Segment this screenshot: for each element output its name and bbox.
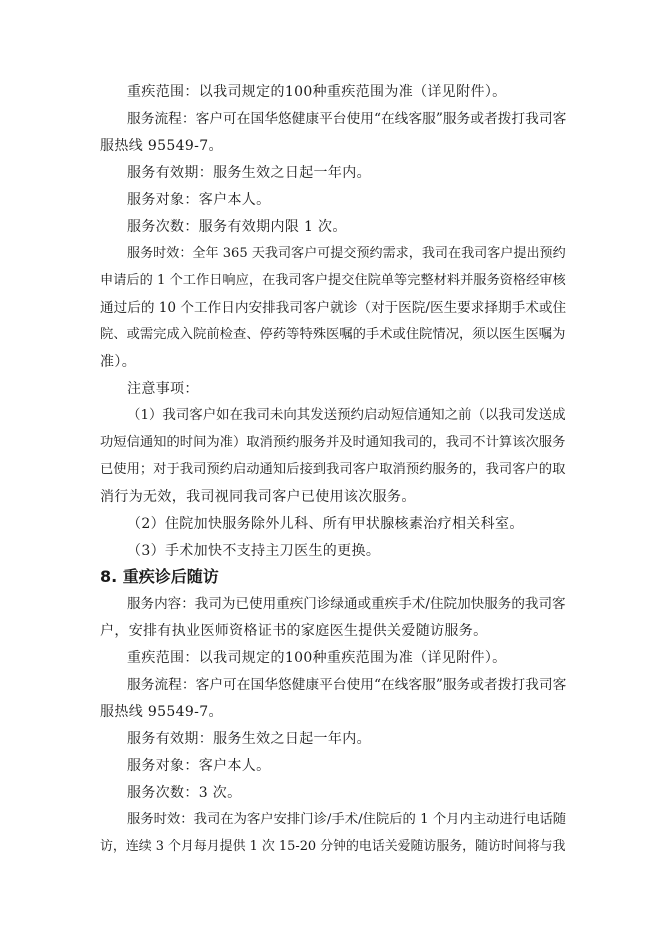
- s7-note1-line4: 消行为无效，我司视同我司客户已使用该次服务。: [100, 489, 416, 505]
- s8-scope: 重疾范围：以我司规定的100种重疾范围为准（详见附件）。: [127, 650, 507, 666]
- s7-scope: 重疾范围：以我司规定的100种重疾范围为准（详见附件）。: [127, 84, 507, 100]
- s8-process-line2: 服热线 95549-7。: [100, 704, 223, 720]
- s7-timeliness-line3: 通过后的 10 个工作日内安排我司客户就诊（对于医院/医生要求择期手术或住: [100, 300, 567, 316]
- s8-timeliness-line1: 服务时效：我司在为客户安排门诊/手术/住院后的 1 个月内主动进行电话随: [127, 812, 567, 827]
- s7-timeliness-line2: 申请后的 1 个工作日响应，在我司客户提交住院单等完整材料并服务资格经审核: [100, 273, 566, 288]
- s8-times: 服务次数：3 次。: [127, 785, 242, 801]
- s7-note1-line3: 已使用；对于我司预约启动通知后接到我司客户取消预约服务的，我司客户的取: [100, 462, 566, 477]
- s7-note1-line1: （1）我司客户如在我司未向其发送预约启动短信通知之前（以我司发送成: [127, 408, 566, 423]
- s7-timeliness-line4: 院、或需完成入院前检查、停药等特殊医嘱的手术或住院情况，须以医生医嘱为: [100, 327, 566, 342]
- s8-timeliness-line2: 访，连续 3 个月每月提供 1 次 15-20 分钟的电话关爱随访服务，随访时间将与我: [100, 839, 566, 854]
- s7-note3: （3）手术加快不支持主刀医生的更换。: [127, 543, 381, 559]
- s7-times: 服务次数：服务有效期内限 1 次。: [127, 219, 347, 235]
- s7-validity: 服务有效期：服务生效之日起一年内。: [127, 165, 371, 181]
- section-heading: 8. 重疾诊后随访: [100, 567, 219, 586]
- s7-process-line1: 服务流程：客户可在国华悠健康平台使用“在线客服”服务或者拨打我司客: [127, 111, 567, 127]
- s7-timeliness-line5: 准）。: [100, 354, 137, 370]
- s8-content-line1: 服务内容：我司为已使用重疾门诊绿通或重疾手术/住院加快服务的我司客: [127, 596, 566, 612]
- s7-target: 服务对象：客户本人。: [127, 192, 271, 208]
- s8-content-line2: 户，安排有执业医师资格证书的家庭医生提供关爱随访服务。: [100, 623, 488, 639]
- s7-note2: （2）住院加快服务除外儿科、所有甲状腺核素治疗相关科室。: [127, 516, 524, 532]
- s7-notes-title: 注意事项：: [127, 381, 199, 397]
- s8-target: 服务对象：客户本人。: [127, 758, 271, 774]
- s7-timeliness-line1: 服务时效：全年 365 天我司客户可提交预约需求，我司在我司客户提出预约: [127, 246, 566, 261]
- s7-process-line2: 服热线 95549-7。: [100, 138, 223, 154]
- s8-validity: 服务有效期：服务生效之日起一年内。: [127, 731, 371, 747]
- s7-note1-line2: 功短信通知的时间为准）取消预约服务并及时通知我司的，我司不计算该次服务: [100, 435, 566, 450]
- s8-process-line1: 服务流程：客户可在国华悠健康平台使用“在线客服”服务或者拨打我司客: [127, 677, 567, 693]
